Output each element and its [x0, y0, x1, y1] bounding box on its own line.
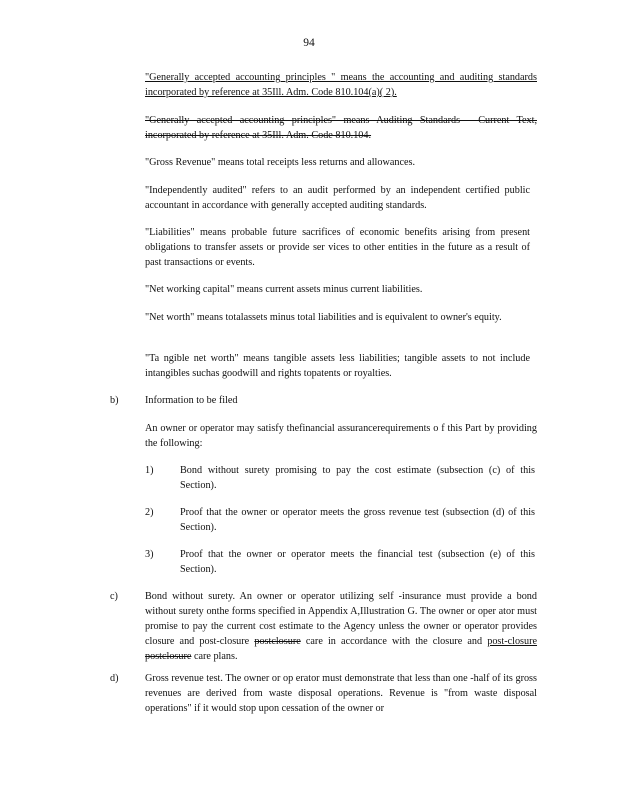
item-2-number: 2) — [145, 507, 154, 518]
definition-gaap-new: "Generally accepted accounting principles " means the accounting and auditing standards incorporated by reference at 35Ill. Adm. Code 810.104(a)( 2). — [145, 72, 537, 98]
definition-gross-revenue: "Gross Revenue" means total receipts less returns and allowances. — [145, 157, 415, 168]
section-d-text: Gross revenue test. The owner or op erator must demonstrate that less than one -half of its gross revenues are derived from waste disposal operations. Revenue is "from waste disposal operations" if it would stop upon cessation of the owner or — [145, 673, 537, 714]
definition-tangible-net-worth: "Ta ngible net worth" means tangible assets less liabilities; tangible assets to not include intangibles suchas goodwill and rights topatents or royalties. — [145, 353, 530, 379]
item-1-text: Bond without surety promising to pay the cost estimate (subsection (c) of this Section). — [180, 465, 535, 491]
section-c-text — [145, 589, 537, 664]
section-c-strike-2: postclosure — [145, 651, 192, 662]
section-c-label: c) — [110, 591, 118, 602]
section-c-underline-1: post-closure — [487, 636, 538, 647]
section-c-text-c: care plans. — [191, 651, 238, 662]
item-2-text: Proof that the owner or operator meets the gross revenue test (subsection (d) of this Section). — [180, 507, 535, 533]
section-c-text-a: Bond without surety. An owner or operator utilizing self -insurance must provide a bond without surety onthe forms specified in Appendix A,Illustration G. The owner or oper ator must promise to pay the current cost estimate to the Agency unless the owner or operator provides closure and post-closure — [145, 591, 537, 647]
definition-liabilities: "Liabilities" means probable future sacrifices of economic benefits arising from present obligations to transfer assets or provide ser vices to other entities in the future as a result of past transactions or events. — [145, 227, 530, 268]
definition-net-working-capital: "Net working capital" means current assets minus current liabilities. — [145, 284, 423, 295]
section-b-intro: An owner or operator may satisfy thefinancial assurancerequirements o f this Part by providing the following: — [145, 423, 537, 449]
section-b-heading: Information to be filed — [145, 395, 238, 406]
item-3-number: 3) — [145, 549, 154, 560]
item-1-number: 1) — [145, 465, 154, 476]
section-c-strike-1: postclosure — [254, 636, 301, 647]
section-c-text-b: care in accordance with the closure and — [300, 636, 488, 647]
definition-gaap-old: "Generally accepted accounting principles" means Auditing Standards - Current Text, incorporated by reference at 35Ill. Adm. Code 810.104. — [145, 115, 537, 141]
definition-independently-audited: "Independently audited" refers to an audit performed by an independent certified public accountant in accordance with generally accepted auditing standards. — [145, 185, 530, 211]
section-b-label: b) — [110, 395, 119, 406]
section-d-label: d) — [110, 673, 119, 684]
item-3-text: Proof that the owner or operator meets the financial test (subsection (e) of this Section). — [180, 549, 535, 575]
definition-net-worth: "Net worth" means totalassets minus total liabilities and is equivalent to owner's equity. — [145, 312, 502, 323]
page-number: 94 — [303, 37, 315, 49]
